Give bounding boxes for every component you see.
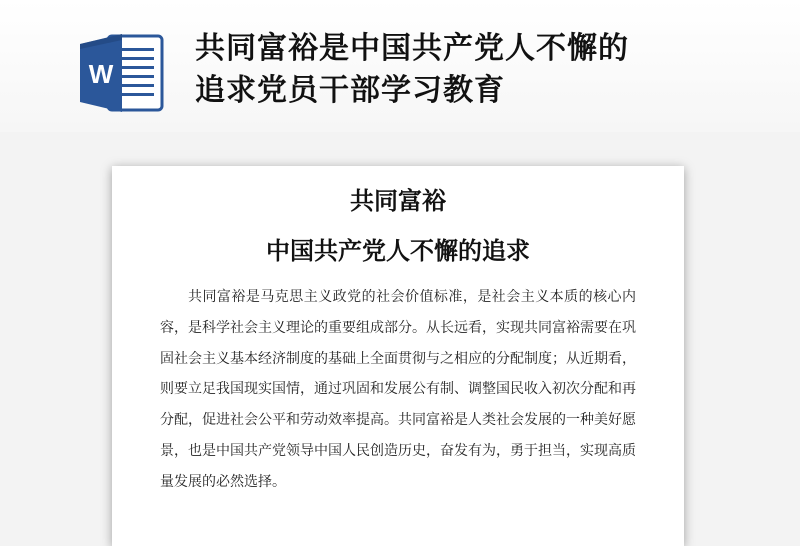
title-line-2: 追求党员干部学习教育 <box>195 73 505 108</box>
document-subtitle: 中国共产党人不懈的追求 <box>266 237 530 265</box>
header-banner <box>0 0 800 132</box>
document-page <box>112 166 684 546</box>
document-title: 共同富裕 <box>350 187 446 215</box>
svg-text:W: W <box>88 59 114 89</box>
word-icon <box>76 30 166 116</box>
page-title <box>195 28 755 112</box>
document-body: 共同富裕是马克思主义政党的社会价值标准，是社会主义本质的核心内容，是科学社会主义理论的重要组成部分。从长远看，实现共同富裕需要在巩固社会主义基本经济制度的基础上全面贯彻与之相应的分配制度；从近期看，则要立足我国现实国情，通过巩固和发展公有制、调整国民收入初次分配和再分配，促进社会公平和劳动效率提高。共同富裕是人类社会发展的一种美好愿景，也是中国共产党领导中国人民创造历史，奋发有为，勇于担当，实现高质量发展的必然选择。 <box>160 289 636 490</box>
title-line-1: 共同富裕是中国共产党人不懈的 <box>195 31 629 66</box>
